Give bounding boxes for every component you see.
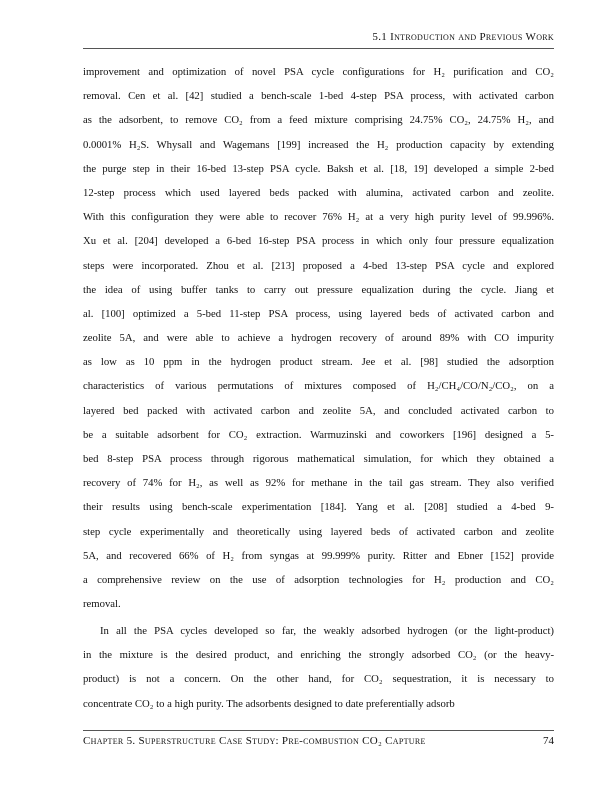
text-line: With this configuration they were able to recover 76% H₂ at a very high purity level of 99.996%.	[83, 211, 554, 224]
text-line: In all the PSA cycles developed so far, the weakly adsorbed hydrogen (or the light-product)	[100, 625, 554, 637]
text-line: Xu et al. [204] developed a 6-bed 16-step PSA process in which only four pressure equalization	[83, 235, 554, 248]
page-footer	[83, 735, 554, 747]
footer-rule	[83, 730, 554, 731]
text-line: the purge step in their 16-bed 13-step PSA cycle. Baksh et al. [18, 19] developed a simple 2-bed	[83, 162, 554, 175]
text-line: as the adsorbent, to remove CO₂ from a feed mixture comprising 24.75% CO₂, 24.75% H₂, and	[83, 114, 554, 127]
running-header: 5.1 Introduction and Previous Work	[372, 31, 554, 43]
text-line: their results using bench-scale experimentation [184]. Yang et al. [208] studied a 4-bed 9-	[83, 501, 554, 514]
header-rule	[83, 48, 554, 49]
paragraph-1	[83, 60, 554, 616]
text-line: bed 8-step PSA process through rigorous mathematical simulation, for which they obtained a	[83, 453, 554, 465]
text-line: removal.	[83, 598, 121, 611]
text-line: be a suitable adsorbent for CO₂ extraction. Warmuzinski and coworkers [196] designed a 5-	[83, 428, 554, 441]
text-line: 0.0001% H₂S. Whysall and Wagemans [199] increased the H₂ production capacity by extending	[83, 138, 554, 151]
page-number: 74	[543, 735, 554, 747]
text-line: improvement and optimization of novel PSA cycle configurations for H₂ purification and CO₂	[83, 66, 554, 78]
text-line: a comprehensive review on the use of adsorption technologies for H₂ production and CO₂	[83, 573, 554, 586]
text-line: steps were incorporated. Zhou et al. [213] proposed a 4-bed 13-step PSA cycle and explored	[83, 259, 554, 272]
text-line: concentrate CO₂ to a high purity. The adsorbents designed to date preferentially adsorb	[83, 697, 455, 710]
paragraph-2	[83, 619, 554, 716]
text-line: step cycle experimentally and theoretically using layered beds of activated carbon and zeolite	[83, 525, 554, 538]
text-line: 5A, and recovered 66% of H₂ from syngas at 99.999% purity. Ritter and Ebner [152] provide	[83, 549, 554, 562]
text-line: as low as 10 ppm in the hydrogen product stream. Jee et al. [98] studied the adsorption	[83, 356, 554, 369]
text-line: characteristics of various permutations of mixtures composed of H₂/CH₄/CO/N₂/CO₂, on a	[83, 380, 554, 393]
text-line: in the mixture is the desired product, and enriching the strongly adsorbed CO₂ (or the heavy-	[83, 649, 554, 662]
text-line: product) is not a concern. On the other hand, for CO₂ sequestration, it is necessary to	[83, 673, 554, 686]
chapter-title: Chapter 5. Superstructure Case Study: Pre-combustion CO₂ Capture	[83, 735, 426, 747]
text-line: zeolite 5A, and were able to achieve a hydrogen recovery of around 89% with CO impurity	[83, 332, 554, 345]
text-line: 12-step process which used layered beds packed with alumina, activated carbon and zeolite.	[83, 186, 554, 199]
text-line: al. [100] optimized a 5-bed 11-step PSA process, using layered beds of activated carbon and	[83, 307, 554, 320]
text-line: layered bed packed with activated carbon and zeolite 5A, and concluded activated carbon to	[83, 404, 554, 417]
text-line: the idea of using buffer tanks to carry out pressure equalization during the cycle. Jiang et	[83, 283, 554, 296]
text-line: removal. Cen et al. [42] studied a bench-scale 1-bed 4-step PSA process, with activated carbon	[83, 90, 554, 103]
text-line: recovery of 74% for H₂, as well as 92% for methane in the tail gas stream. They also verified	[83, 477, 554, 490]
